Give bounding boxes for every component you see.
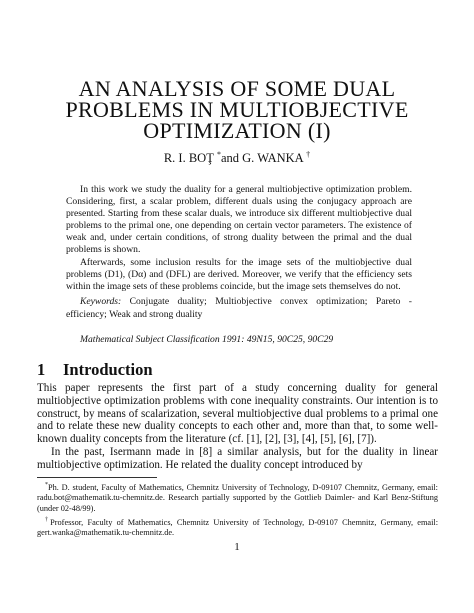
page-number: 1 (234, 541, 240, 553)
footnote-mark: * (216, 150, 221, 159)
author-conjunction: and (220, 151, 240, 166)
msc-label: Mathematical Subject Classification 1991: (80, 334, 245, 345)
keywords (66, 296, 412, 321)
footnote-text: Professor, Faculty of Mathematics, Chemnitz University of Technology, D-09107 Chemnitz, Germany, email: gert.wanka@mathematik.tu-chemnitz.de. (37, 517, 439, 538)
title-line: OPTIMIZATION (I) (143, 118, 331, 143)
abstract-paragraph: Afterwards, some inclusion results for the image sets of the multiobjective dual problems (D1), (Dα) and (DFL) are derived. Moreover, we verify that the efficiency sets within the image sets of these problems coincide, but the image sets themselves do not. (66, 256, 412, 292)
title-line: AN ANALYSIS OF SOME DUAL (78, 76, 396, 101)
author-name: R. I. BOŢ (163, 151, 214, 166)
author-name: G. WANKA (242, 151, 304, 166)
subject-classification (66, 334, 412, 345)
body-paragraph: This paper represents the first part of a study concerning duality for general multiobjective optimization problems with cone inequality constraints. Our intention is to construct, by means of scalarization, several multiobjective dual problems to a primal one and to relate these new duality concepts to each other and, more than that, to some well-known duality concepts from the literature (cf. [1], [2], [3], [4], [5], [6], [7]). (37, 382, 438, 445)
footnote-mark: * (45, 482, 48, 488)
section-heading (37, 360, 153, 380)
authors-line (0, 150, 474, 166)
footnote-mark: † (45, 516, 51, 523)
section-number: 1 (37, 360, 46, 379)
footnote-rule (37, 477, 157, 478)
paper-title (0, 78, 474, 141)
keywords-label: Keywords: (80, 296, 122, 307)
abstract-paragraph: In this work we study the duality for a general multiobjective optimization problem. Considering, first, a scalar problem, different duals using the conjugacy approach are presented. Starting from these scalar duals, we introduce six different multiobjective dual problems to the primal one, one depending on certain vector parameters. The existence of weak and, under certain conditions, of strong duality between the primal and the dual problems is shown. (66, 184, 412, 256)
msc-codes: 49N15, 90C25, 90C29 (246, 334, 334, 345)
body-paragraph: In the past, Isermann made in [8] a similar analysis, but for the duality in linear multiobjective optimization. He related the duality concept introduced by (37, 445, 438, 471)
abstract (66, 184, 412, 293)
footnote (37, 480, 438, 514)
section-body (37, 382, 438, 471)
footnote (37, 515, 438, 539)
footnote-text: Ph. D. student, Faculty of Mathematics, Chemnitz University of Technology, D-09107 Chemnitz, Germany, email: radu.bot@mathematik.tu-chemnitz.de. Research partially supported by the Gottlieb Daimler- and Karl Benz-Stiftung (under 02-48/99). (37, 482, 438, 513)
keywords-text: Conjugate duality; Multiobjective convex optimization; Pareto - efficiency; Weak and strong duality (66, 296, 413, 320)
title-line: PROBLEMS IN MULTIOBJECTIVE (65, 97, 409, 122)
section-title: Introduction (63, 360, 153, 379)
footnotes (37, 480, 438, 540)
footnote-mark: † (306, 150, 311, 159)
